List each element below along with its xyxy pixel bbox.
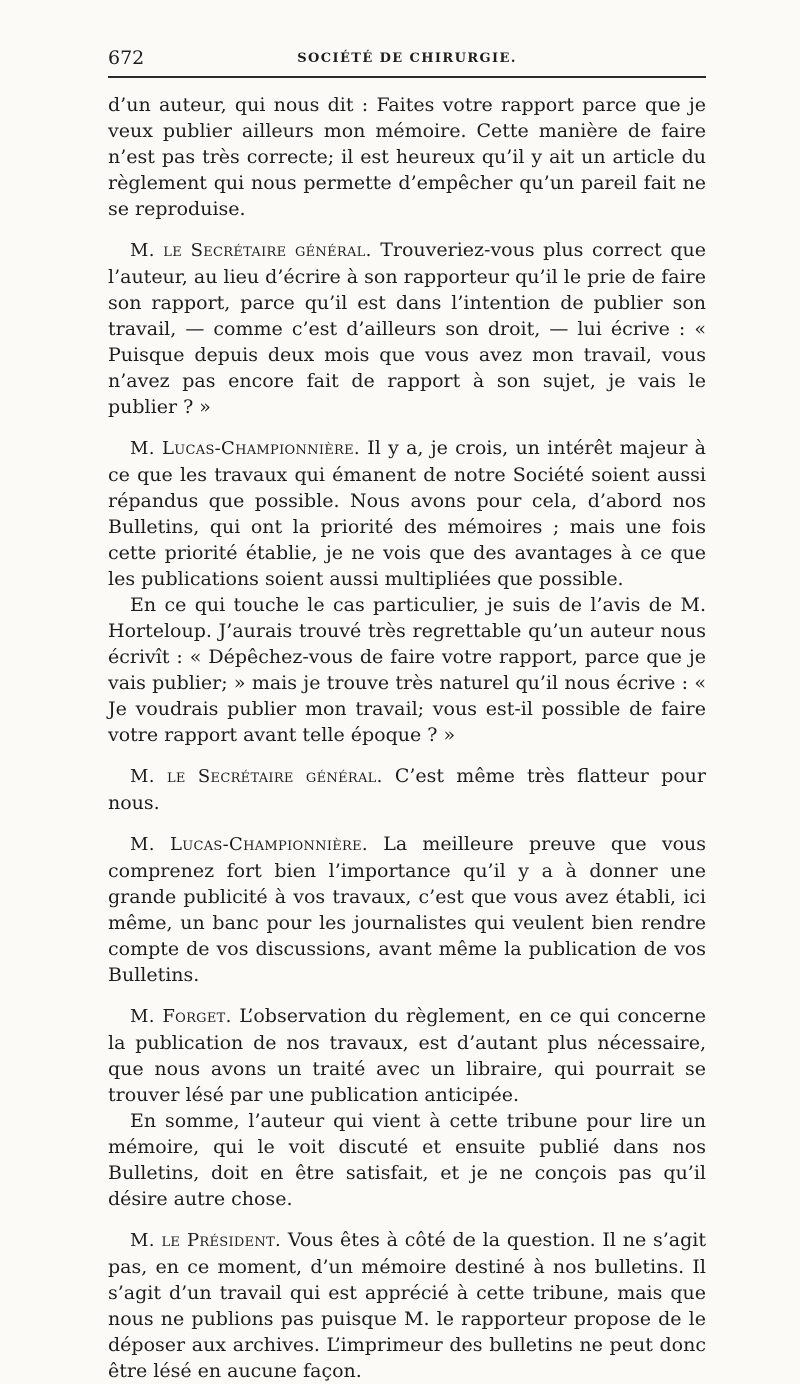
paragraph-text: L’observation du règlement, en ce qui concerne la publication de nos travaux, est d’autant plus nécessaire, que nous avons un traité avec un libraire, qui pourrait se trouver lésé par une publication anticipée. bbox=[108, 1005, 706, 1106]
paragraph-text: C’est même très flatteur pour nous. bbox=[108, 765, 706, 814]
speaker-name: M. le Président. bbox=[130, 1230, 282, 1251]
speaker-name: M. Forget. bbox=[130, 1006, 232, 1027]
speaker-name: M. Lucas-Championnière. bbox=[130, 834, 368, 855]
paragraph-secretaire-general bbox=[108, 763, 706, 816]
paragraph-lucas-championniere bbox=[108, 435, 706, 592]
paragraph-continued bbox=[108, 1108, 706, 1212]
paragraph-continuation bbox=[108, 92, 706, 222]
paragraph-text: Trouveriez-vous plus correct que l’auteur, au lieu d’écrire à son rapporteur qu’il le prie de faire son rapport, parce qu’il est dans l’intention de publier son travail, — comme c’est d’ailleurs son droit, — lui écrive : « Puisque depuis deux mois que vous avez mon travail, vous n’avez pas encore fait de rapport à son sujet, je vais le publier ? » bbox=[108, 239, 706, 418]
header-rule bbox=[108, 76, 706, 78]
paragraph-text: En ce qui touche le cas particulier, je suis de l’avis de M. Horteloup. J’aurais trouvé très regrettable qu’un auteur nous écrivît : « Dépêchez-vous de faire votre rapport, parce que je vais publier; » mais je trouve très naturel qu’il nous écrive : « Je voudrais publier mon travail; vous est-il possible de faire votre rapport avant telle époque ? » bbox=[108, 594, 706, 746]
paragraph-text: La meilleure preuve que vous comprenez fort bien l’importance qu’il y a à donner une grande publicité à vos travaux, c’est que vous avez établi, ici même, un banc pour les journalistes qui veulent bien rendre compte de vos discussions, avant même la publication de vos Bulletins. bbox=[108, 833, 706, 986]
paragraph-lucas-championniere bbox=[108, 831, 706, 988]
speaker-name: M. le Secrétaire général. bbox=[130, 766, 383, 787]
speaker-name: M. Lucas-Championnière. bbox=[130, 438, 360, 459]
page-number: 672 bbox=[108, 47, 145, 69]
paragraph-text: d’un auteur, qui nous dit : Faites votre rapport parce que je veux publier ailleurs mon mémoire. Cette manière de faire n’est pas très correcte; il est heureux qu’il y ait un article du règlement qui nous permette d’empêcher qu’un pareil fait ne se reproduise. bbox=[108, 94, 706, 220]
running-title: SOCIÉTÉ DE CHIRURGIE. bbox=[297, 51, 517, 66]
paragraph-forget bbox=[108, 1003, 706, 1108]
paragraph-secretaire-general bbox=[108, 237, 706, 420]
paragraph-text: Il y a, je crois, un intérêt majeur à ce que les travaux qui émanent de notre Société soient aussi répandus que possible. Nous avons pour cela, d’abord nos Bulletins, qui ont la priorité des mémoires ; mais une fois cette priorité établie, je ne vois que des avantages à ce que les publications soient aussi multipliées que possible. bbox=[108, 437, 707, 590]
page-body bbox=[108, 92, 706, 1384]
speaker-name: M. le Secrétaire général. bbox=[130, 240, 372, 261]
paragraph-text: Vous êtes à côté de la question. Il ne s’agit pas, en ce moment, d’un mémoire destiné à nos bulletins. Il s’agit d’un travail qui est apprécié à cette tribune, mais que nous ne publions pas puisque M. le rapporteur propose de le déposer aux archives. L’imprimeur des bulletins ne peut donc être lésé en aucune façon. bbox=[108, 1229, 706, 1382]
page-header bbox=[108, 43, 706, 73]
paragraph-president bbox=[108, 1227, 706, 1384]
paragraph-continued bbox=[108, 592, 706, 748]
paragraph-text: En somme, l’auteur qui vient à cette tribune pour lire un mémoire, qui le voit discuté et ensuite publié dans nos Bulletins, doit en être satisfait, et je ne conçois pas qu’il désire autre chose. bbox=[108, 1110, 706, 1210]
